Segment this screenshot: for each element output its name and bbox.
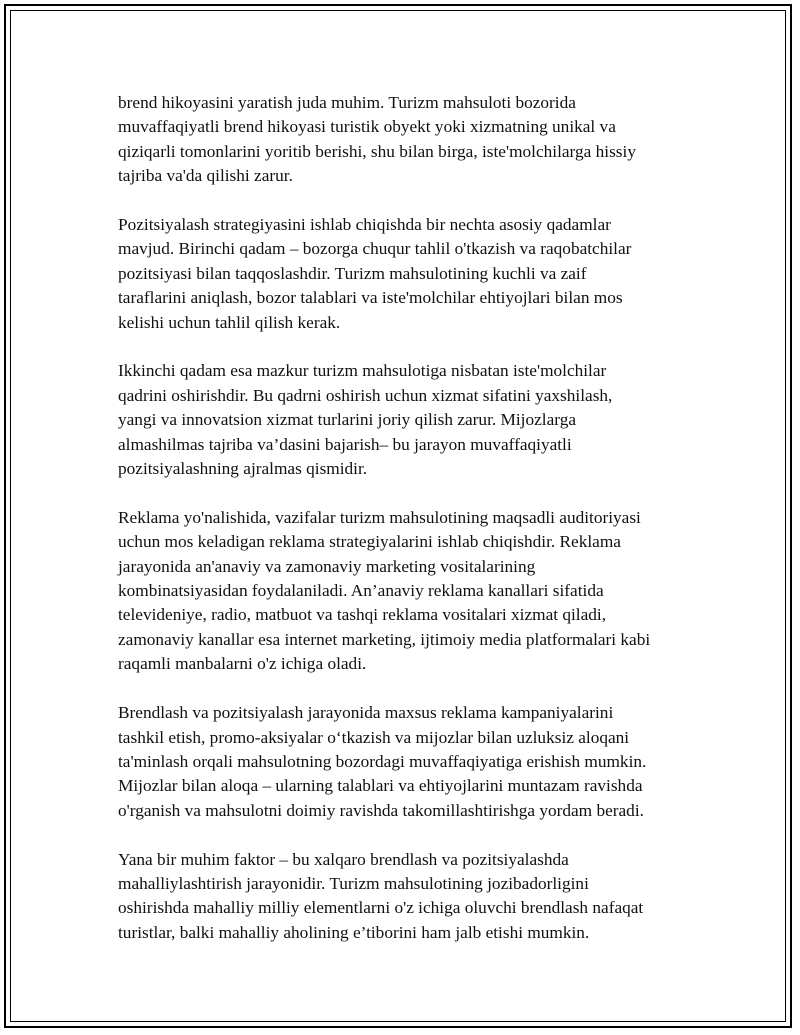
paragraph-localization <box>118 848 688 946</box>
text-line: jarayonida an'anaviy va zamonaviy marketing vositalarining <box>118 556 536 576</box>
text-line: tashkil etish, promo-aksiyalar o‘tkazish va mijozlar bilan uzluksiz aloqani <box>118 727 630 747</box>
text-line: Brendlash va pozitsiyalash jarayonida maxsus reklama kampaniyalarini <box>118 703 614 723</box>
text-line: muvaffaqiyatli brend hikoyasi turistik obyekt yoki xizmatning unikal va <box>118 117 616 137</box>
paragraph-campaigns <box>118 701 688 823</box>
text-line: mavjud. Birinchi qadam – bozorga chuqur tahlil o'tkazish va raqobatchilar <box>118 239 632 259</box>
text-line: pozitsiyasi bilan taqqoslashdir. Turizm mahsulotining kuchli va zaif <box>118 263 587 283</box>
text-line: Reklama yo'nalishida, vazifalar turizm mahsulotining maqsadli auditoriyasi <box>118 507 641 527</box>
text-line: mahalliylashtirish jarayonidir. Turizm mahsulotining jozibadorligini <box>118 873 589 893</box>
text-line: Pozitsiyalash strategiyasini ishlab chiqishda bir nechta asosiy qadamlar <box>118 215 611 235</box>
text-line: Ikkinchi qadam esa mazkur turizm mahsulotiga nisbatan iste'molchilar <box>118 361 607 381</box>
text-line: taraflarini aniqlash, bozor talablari va iste'molchilar ehtiyojlari bilan mos <box>118 288 623 308</box>
text-line: o'rganish va mahsulotni doimiy ravishda takomillashtirishga yordam beradi. <box>118 800 644 820</box>
text-line: qadrini oshirishdir. Bu qadrni oshirish uchun xizmat sifatini yaxshilash, <box>118 385 613 405</box>
document-body <box>118 91 688 970</box>
paragraph-advertising <box>118 506 688 677</box>
text-line: oshirishda mahalliy milliy elementlarni o'z ichiga oluvchi brendlash nafaqat <box>118 898 644 918</box>
text-line: tajriba va'da qilishi zarur. <box>118 166 293 186</box>
text-line: Mijozlar bilan aloqa – ularning talablari va ehtiyojlarini muntazam ravishda <box>118 776 643 796</box>
paragraph-positioning-strategy <box>118 213 688 335</box>
text-line: Yana bir muhim faktor – bu xalqaro brendlash va pozitsiyalashda <box>118 849 569 869</box>
paragraph-second-step <box>118 359 688 481</box>
text-line: kelishi uchun tahlil qilish kerak. <box>118 312 341 332</box>
text-line: almashilmas tajriba va’dasini bajarish– bu jarayon muvaffaqiyatli <box>118 434 572 454</box>
text-line: kombinatsiyasidan foydalaniladi. An’anaviy reklama kanallari sifatida <box>118 581 604 601</box>
text-line: turistlar, balki mahalliy aholining e’tiborini ham jalb etishi mumkin. <box>118 922 590 942</box>
text-line: raqamli manbalarni o'z ichiga oladi. <box>118 654 367 674</box>
text-line: qiziqarli tomonlarini yoritib berishi, shu bilan birga, iste'molchilarga hissiy <box>118 141 636 161</box>
text-line: pozitsiyalashning ajralmas qismidir. <box>118 459 368 479</box>
text-line: ta'minlash orqali mahsulotning bozordagi muvaffaqiyatiga erishish mumkin. <box>118 751 647 771</box>
paragraph-brand-story <box>118 91 688 189</box>
text-line: uchun mos keladigan reklama strategiyalarini ishlab chiqishdir. Reklama <box>118 532 621 552</box>
text-line: brend hikoyasini yaratish juda muhim. Turizm mahsuloti bozorida <box>118 93 576 112</box>
text-line: televideniye, radio, matbuot va tashqi reklama vositalari xizmat qiladi, <box>118 605 607 625</box>
text-line: yangi va innovatsion xizmat turlarini joriy qilish zarur. Mijozlarga <box>118 410 577 430</box>
text-line: zamonaviy kanallar esa internet marketing, ijtimoiy media platformalari kabi <box>118 629 651 649</box>
